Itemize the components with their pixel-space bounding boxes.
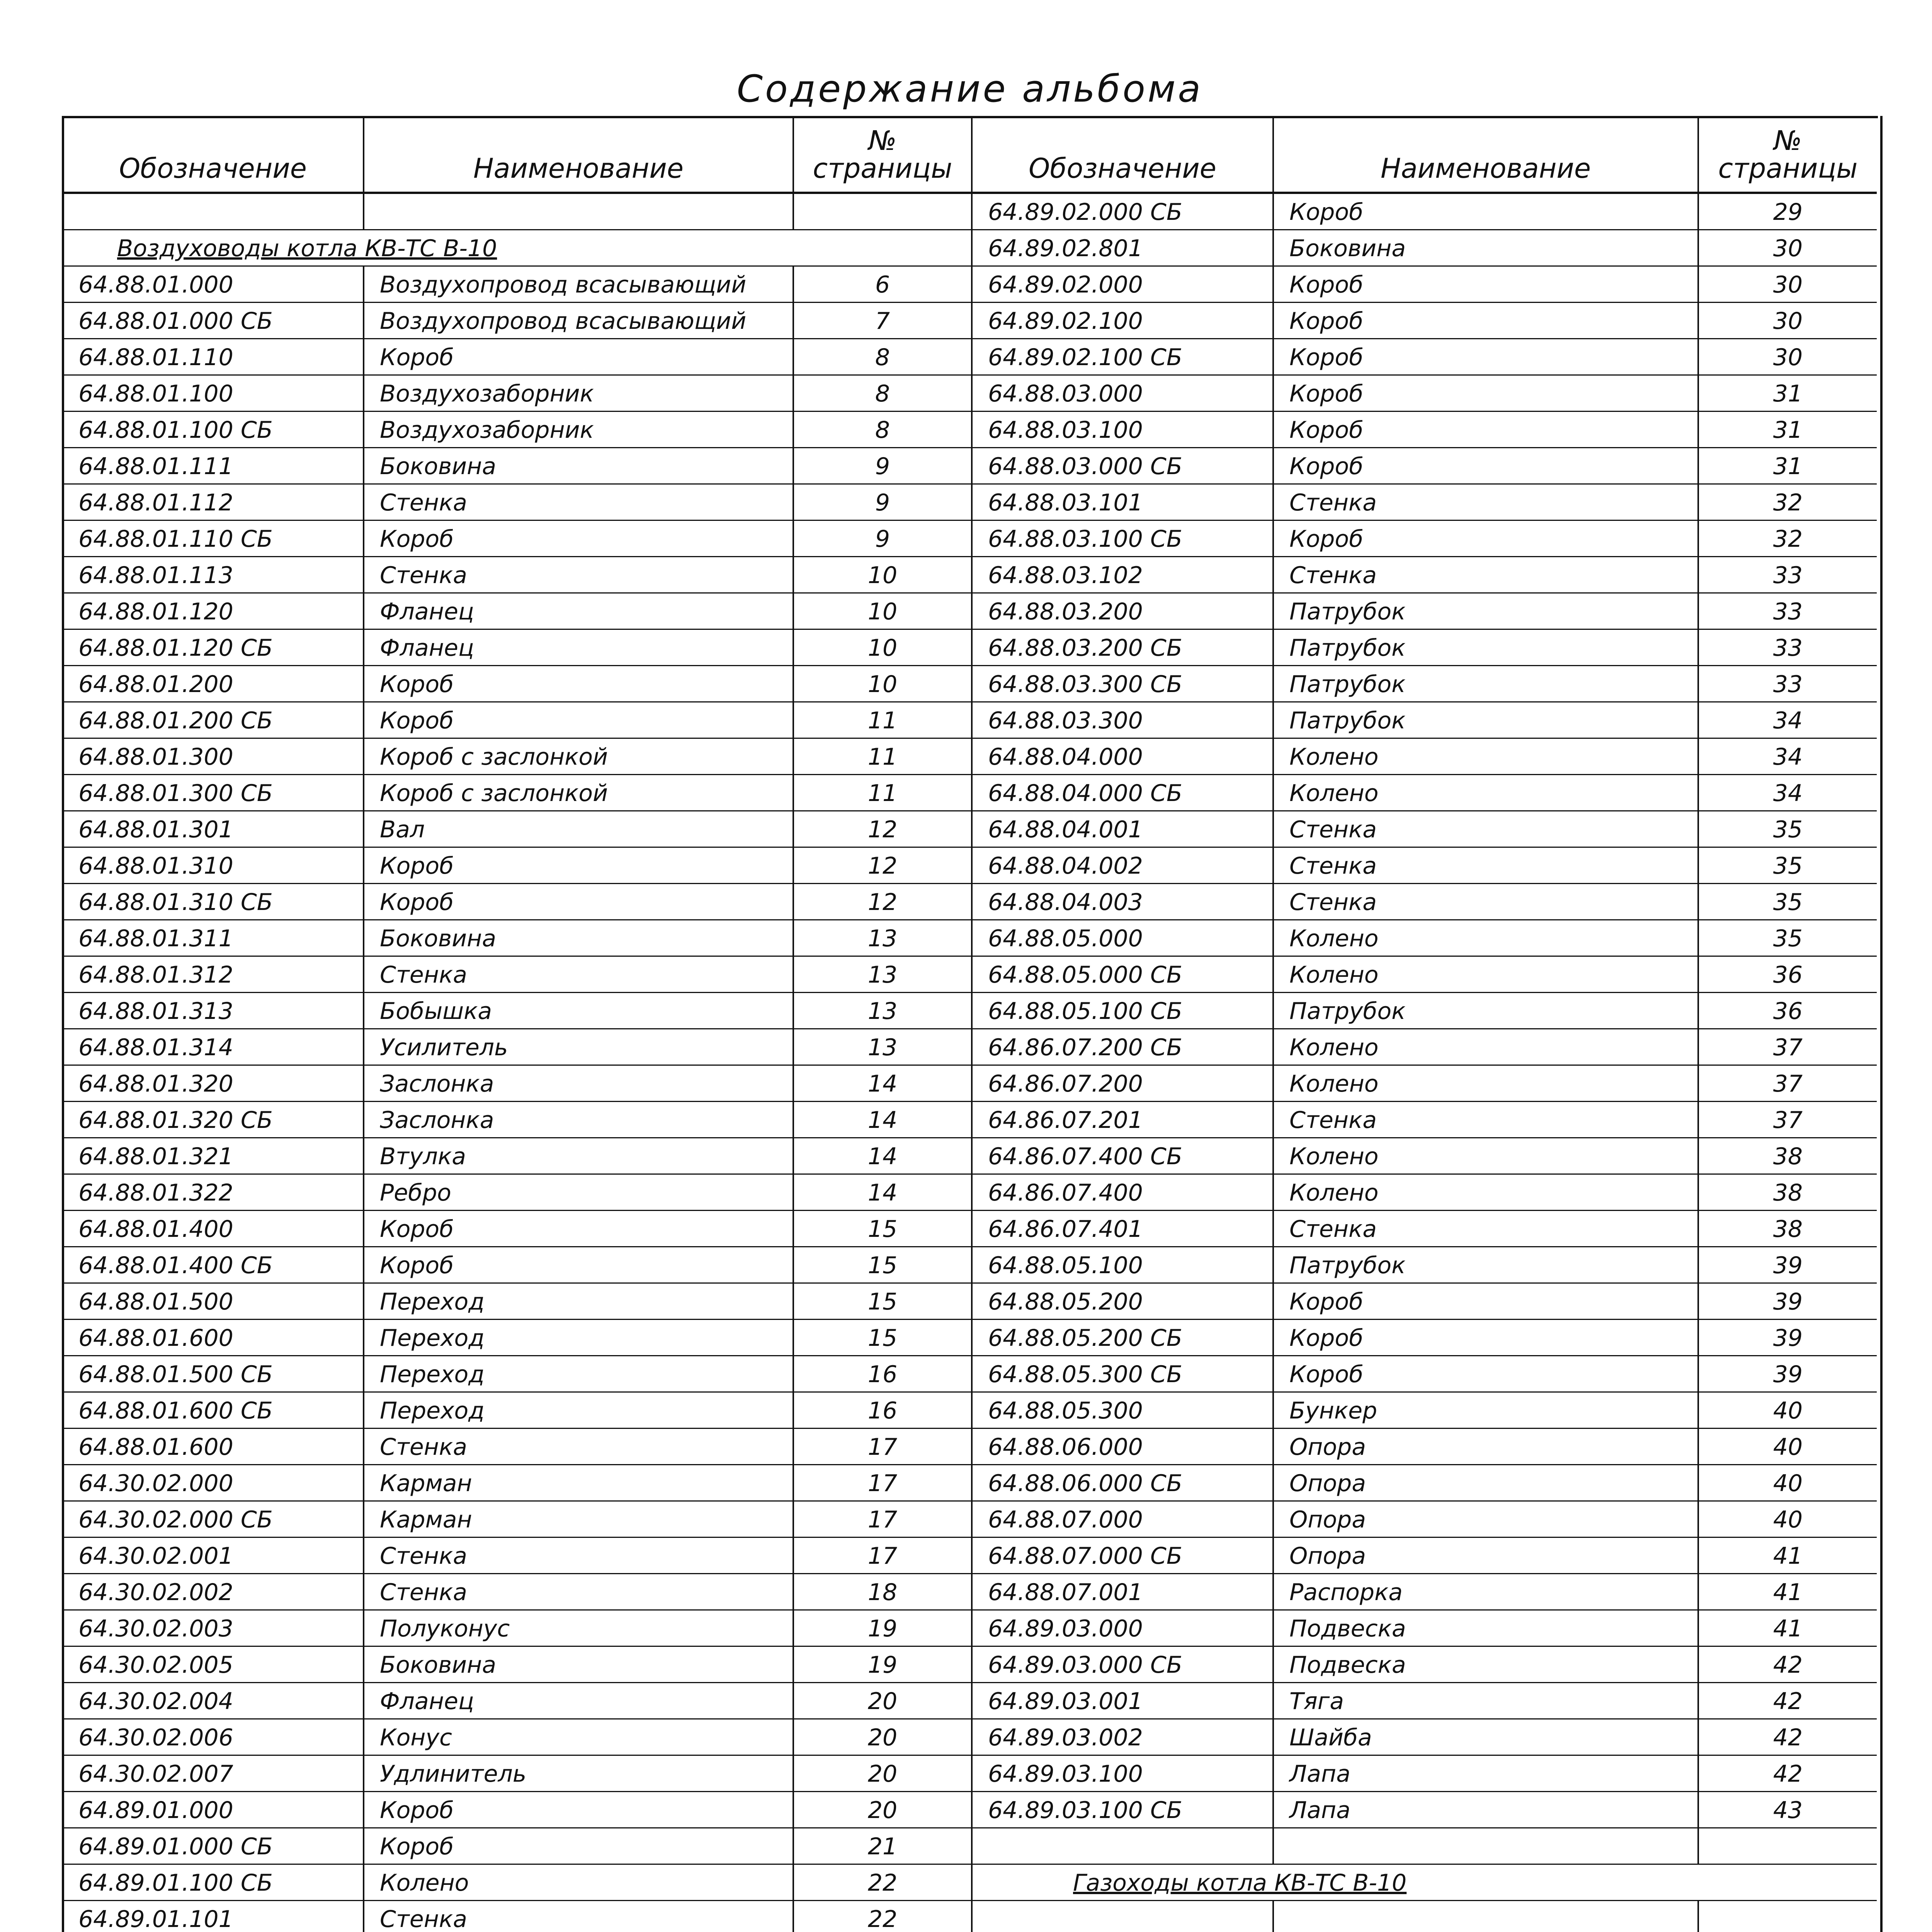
designation-cell: 64.88.04.003	[973, 884, 1274, 920]
name-cell: Короб	[364, 702, 794, 739]
header-page-label: страницы	[813, 153, 952, 184]
page-cell: 14	[794, 1066, 973, 1102]
page-cell: 17	[794, 1465, 973, 1502]
page-cell	[1699, 1901, 1877, 1932]
designation-cell: 64.88.05.300	[973, 1393, 1274, 1429]
designation-cell: 64.88.05.200	[973, 1284, 1274, 1320]
page-cell: 20	[794, 1756, 973, 1792]
page-cell: 38	[1699, 1138, 1877, 1175]
designation-cell: 64.30.02.000	[63, 1465, 364, 1502]
designation-cell: 64.30.02.003	[63, 1611, 364, 1647]
designation-cell: 64.88.01.113	[63, 557, 364, 594]
page-cell: 37	[1699, 1029, 1877, 1066]
name-cell: Опора	[1274, 1538, 1699, 1574]
page-cell: 29	[1699, 194, 1877, 230]
page-cell: 15	[794, 1320, 973, 1356]
designation-cell: 64.88.03.100 СБ	[973, 521, 1274, 557]
page-cell	[1699, 1828, 1877, 1865]
designation-cell: 64.89.01.000 СБ	[63, 1828, 364, 1865]
page-cell: 30	[1699, 230, 1877, 267]
header-name-right: Наименование	[1274, 118, 1699, 194]
designation-cell: 64.88.06.000 СБ	[973, 1465, 1274, 1502]
name-cell: Вал	[364, 811, 794, 848]
designation-cell: 64.88.01.112	[63, 485, 364, 521]
page-cell: 20	[794, 1792, 973, 1828]
page-cell: 12	[794, 848, 973, 884]
designation-cell: 64.88.01.312	[63, 957, 364, 993]
designation-cell: 64.89.01.000	[63, 1792, 364, 1828]
page-cell: 39	[1699, 1320, 1877, 1356]
name-cell: Короб	[1274, 1320, 1699, 1356]
name-cell: Колено	[1274, 920, 1699, 957]
designation-cell: 64.89.03.002	[973, 1719, 1274, 1756]
header-page-no: №	[868, 125, 897, 156]
page-cell: 20	[794, 1719, 973, 1756]
name-cell: Короб с заслонкой	[364, 775, 794, 811]
designation-cell: 64.88.05.100	[973, 1247, 1274, 1284]
name-cell: Короб	[1274, 194, 1699, 230]
designation-cell: 64.88.01.120 СБ	[63, 630, 364, 666]
name-cell: Короб	[364, 339, 794, 376]
designation-cell: 64.89.03.000 СБ	[973, 1647, 1274, 1683]
designation-cell: 64.30.02.002	[63, 1574, 364, 1611]
header-name-left: Наименование	[364, 118, 794, 194]
page-cell: 40	[1699, 1429, 1877, 1465]
designation-cell: 64.30.02.006	[63, 1719, 364, 1756]
page-cell: 8	[794, 339, 973, 376]
name-cell: Стенка	[364, 1574, 794, 1611]
designation-cell	[63, 194, 364, 230]
name-cell: Переход	[364, 1356, 794, 1393]
name-cell: Короб	[1274, 1356, 1699, 1393]
name-cell: Конус	[364, 1719, 794, 1756]
designation-cell: 64.88.03.300 СБ	[973, 666, 1274, 702]
page-cell: 35	[1699, 920, 1877, 957]
name-cell: Подвеска	[1274, 1611, 1699, 1647]
page-cell: 12	[794, 884, 973, 920]
designation-cell: 64.88.04.000	[973, 739, 1274, 775]
page-cell: 10	[794, 557, 973, 594]
name-cell: Стенка	[1274, 1211, 1699, 1247]
name-cell: Воздухопровод всасывающий	[364, 267, 794, 303]
designation-cell: 64.88.04.001	[973, 811, 1274, 848]
designation-cell: 64.89.03.001	[973, 1683, 1274, 1719]
page-cell: 7	[794, 303, 973, 339]
designation-cell: 64.88.01.320	[63, 1066, 364, 1102]
name-cell: Патрубок	[1274, 1247, 1699, 1284]
designation-cell: 64.88.01.000 СБ	[63, 303, 364, 339]
page-cell: 39	[1699, 1356, 1877, 1393]
name-cell: Короб	[364, 1211, 794, 1247]
page-cell: 34	[1699, 775, 1877, 811]
name-cell: Лапа	[1274, 1792, 1699, 1828]
designation-cell: 64.88.05.000	[973, 920, 1274, 957]
section-title-left: Воздуховоды котла КВ-ТС В-10	[63, 230, 973, 267]
name-cell: Тяга	[1274, 1683, 1699, 1719]
designation-cell: 64.30.02.007	[63, 1756, 364, 1792]
name-cell: Усилитель	[364, 1029, 794, 1066]
designation-cell: 64.86.07.200 СБ	[973, 1029, 1274, 1066]
name-cell: Колено	[1274, 1029, 1699, 1066]
name-cell: Карман	[364, 1465, 794, 1502]
designation-cell: 64.88.03.200	[973, 594, 1274, 630]
designation-cell: 64.88.01.400 СБ	[63, 1247, 364, 1284]
name-cell: Короб	[364, 1792, 794, 1828]
page-title: Содержание альбома	[736, 67, 1203, 111]
designation-cell: 64.88.03.102	[973, 557, 1274, 594]
page-cell: 14	[794, 1175, 973, 1211]
page-cell: 6	[794, 267, 973, 303]
designation-cell: 64.88.03.000	[973, 376, 1274, 412]
name-cell: Колено	[1274, 957, 1699, 993]
name-cell: Патрубок	[1274, 993, 1699, 1029]
designation-cell: 64.30.02.004	[63, 1683, 364, 1719]
designation-cell: 64.86.07.400	[973, 1175, 1274, 1211]
name-cell: Боковина	[364, 448, 794, 485]
designation-cell: 64.88.03.100	[973, 412, 1274, 448]
page-cell: 20	[794, 1683, 973, 1719]
album-contents-sheet	[62, 62, 1878, 1932]
header-page-right	[1699, 118, 1877, 194]
page-cell: 8	[794, 376, 973, 412]
page-cell: 17	[794, 1502, 973, 1538]
designation-cell: 64.89.02.100	[973, 303, 1274, 339]
name-cell: Бункер	[1274, 1393, 1699, 1429]
name-cell: Короб	[364, 848, 794, 884]
name-cell: Колено	[1274, 775, 1699, 811]
page-cell: 35	[1699, 848, 1877, 884]
page-cell: 30	[1699, 339, 1877, 376]
designation-cell: 64.30.02.001	[63, 1538, 364, 1574]
name-cell: Стенка	[1274, 557, 1699, 594]
name-cell: Распорка	[1274, 1574, 1699, 1611]
designation-cell: 64.88.01.000	[63, 267, 364, 303]
name-cell: Короб	[1274, 339, 1699, 376]
page-cell: 11	[794, 702, 973, 739]
page-cell: 42	[1699, 1647, 1877, 1683]
name-cell: Боковина	[364, 920, 794, 957]
name-cell: Короб	[364, 1828, 794, 1865]
name-cell: Стенка	[1274, 884, 1699, 920]
designation-cell: 64.88.05.000 СБ	[973, 957, 1274, 993]
designation-cell: 64.86.07.401	[973, 1211, 1274, 1247]
name-cell: Фланец	[364, 1683, 794, 1719]
name-cell: Короб	[1274, 521, 1699, 557]
designation-cell: 64.88.03.000 СБ	[973, 448, 1274, 485]
name-cell: Стенка	[364, 557, 794, 594]
page-cell: 34	[1699, 702, 1877, 739]
name-cell: Патрубок	[1274, 594, 1699, 630]
designation-cell: 64.88.04.000 СБ	[973, 775, 1274, 811]
page-cell: 13	[794, 957, 973, 993]
page-cell: 42	[1699, 1683, 1877, 1719]
page-cell: 40	[1699, 1502, 1877, 1538]
designation-cell: 64.88.01.500 СБ	[63, 1356, 364, 1393]
page-cell: 13	[794, 920, 973, 957]
designation-cell: 64.88.01.500	[63, 1284, 364, 1320]
name-cell: Короб	[1274, 376, 1699, 412]
designation-cell: 64.88.05.200 СБ	[973, 1320, 1274, 1356]
designation-cell: 64.30.02.000 СБ	[63, 1502, 364, 1538]
designation-cell	[973, 1901, 1274, 1932]
page-cell: 41	[1699, 1574, 1877, 1611]
designation-cell: 64.88.01.322	[63, 1175, 364, 1211]
designation-cell: 64.88.01.301	[63, 811, 364, 848]
designation-cell: 64.88.01.600 СБ	[63, 1393, 364, 1429]
header-designation-left: Обозначение	[63, 118, 364, 194]
name-cell: Подвеска	[1274, 1647, 1699, 1683]
page-cell: 13	[794, 993, 973, 1029]
designation-cell: 64.88.03.300	[973, 702, 1274, 739]
name-cell: Короб	[1274, 412, 1699, 448]
page-cell: 10	[794, 630, 973, 666]
designation-cell: 64.89.02.000	[973, 267, 1274, 303]
page-cell: 17	[794, 1538, 973, 1574]
name-cell: Воздухозаборник	[364, 376, 794, 412]
name-cell: Бобышка	[364, 993, 794, 1029]
designation-cell: 64.88.01.400	[63, 1211, 364, 1247]
name-cell: Короб	[364, 521, 794, 557]
name-cell: Стенка	[1274, 811, 1699, 848]
designation-cell: 64.86.07.201	[973, 1102, 1274, 1138]
header-designation-right: Обозначение	[973, 118, 1274, 194]
page-cell: 41	[1699, 1538, 1877, 1574]
name-cell: Переход	[364, 1284, 794, 1320]
designation-cell: 64.88.01.600	[63, 1320, 364, 1356]
name-cell: Удлинитель	[364, 1756, 794, 1792]
name-cell: Патрубок	[1274, 702, 1699, 739]
name-cell: Шайба	[1274, 1719, 1699, 1756]
name-cell: Колено	[1274, 739, 1699, 775]
designation-cell: 64.88.01.100	[63, 376, 364, 412]
designation-cell: 64.88.05.300 СБ	[973, 1356, 1274, 1393]
name-cell: Стенка	[1274, 1102, 1699, 1138]
name-cell: Полуконус	[364, 1611, 794, 1647]
designation-cell: 64.88.07.001	[973, 1574, 1274, 1611]
name-cell: Короб	[1274, 1284, 1699, 1320]
name-cell: Стенка	[364, 1429, 794, 1465]
name-cell: Короб	[1274, 303, 1699, 339]
name-cell: Короб	[364, 1247, 794, 1284]
page-cell: 15	[794, 1284, 973, 1320]
page-cell: 37	[1699, 1102, 1877, 1138]
name-cell: Фланец	[364, 630, 794, 666]
designation-cell: 64.88.01.200 СБ	[63, 702, 364, 739]
page-cell: 32	[1699, 485, 1877, 521]
page-cell: 34	[1699, 739, 1877, 775]
name-cell: Колено	[364, 1865, 794, 1901]
designation-cell: 64.88.01.313	[63, 993, 364, 1029]
name-cell: Опора	[1274, 1465, 1699, 1502]
designation-cell: 64.88.03.101	[973, 485, 1274, 521]
name-cell: Лапа	[1274, 1756, 1699, 1792]
page-cell: 38	[1699, 1175, 1877, 1211]
designation-cell	[973, 1828, 1274, 1865]
designation-cell: 64.88.01.110	[63, 339, 364, 376]
designation-cell: 64.88.01.314	[63, 1029, 364, 1066]
page-cell: 30	[1699, 303, 1877, 339]
page-cell: 33	[1699, 557, 1877, 594]
name-cell: Боковина	[1274, 230, 1699, 267]
page-cell: 19	[794, 1647, 973, 1683]
designation-cell: 64.89.02.000 СБ	[973, 194, 1274, 230]
designation-cell: 64.88.03.200 СБ	[973, 630, 1274, 666]
name-cell: Заслонка	[364, 1102, 794, 1138]
designation-cell: 64.88.05.100 СБ	[973, 993, 1274, 1029]
page-cell: 8	[794, 412, 973, 448]
designation-cell: 64.88.01.111	[63, 448, 364, 485]
page-cell: 36	[1699, 957, 1877, 993]
page-cell: 10	[794, 666, 973, 702]
name-cell: Воздухопровод всасывающий	[364, 303, 794, 339]
designation-cell: 64.88.06.000	[973, 1429, 1274, 1465]
designation-cell: 64.88.07.000 СБ	[973, 1538, 1274, 1574]
page-cell: 33	[1699, 594, 1877, 630]
designation-cell: 64.88.01.310	[63, 848, 364, 884]
page-cell: 14	[794, 1138, 973, 1175]
page-cell: 42	[1699, 1719, 1877, 1756]
designation-cell: 64.86.07.200	[973, 1066, 1274, 1102]
contents-table	[63, 118, 1877, 1932]
page-cell: 37	[1699, 1066, 1877, 1102]
page-cell: 9	[794, 448, 973, 485]
designation-cell: 64.88.07.000	[973, 1502, 1274, 1538]
name-cell	[364, 194, 794, 230]
page-cell: 38	[1699, 1211, 1877, 1247]
designation-cell: 64.89.01.101	[63, 1901, 364, 1932]
page-cell: 31	[1699, 448, 1877, 485]
page-cell: 16	[794, 1356, 973, 1393]
name-cell: Опора	[1274, 1429, 1699, 1465]
designation-cell: 64.88.01.320 СБ	[63, 1102, 364, 1138]
designation-cell: 64.88.01.300	[63, 739, 364, 775]
name-cell: Заслонка	[364, 1066, 794, 1102]
page-cell: 17	[794, 1429, 973, 1465]
name-cell: Фланец	[364, 594, 794, 630]
designation-cell: 64.89.02.801	[973, 230, 1274, 267]
name-cell: Опора	[1274, 1502, 1699, 1538]
page-cell: 40	[1699, 1393, 1877, 1429]
page-cell: 14	[794, 1102, 973, 1138]
page-cell: 31	[1699, 376, 1877, 412]
page-cell: 12	[794, 811, 973, 848]
page-cell: 22	[794, 1865, 973, 1901]
page-cell: 31	[1699, 412, 1877, 448]
page-cell: 43	[1699, 1792, 1877, 1828]
name-cell: Колено	[1274, 1138, 1699, 1175]
page-cell: 40	[1699, 1465, 1877, 1502]
name-cell: Колено	[1274, 1066, 1699, 1102]
name-cell	[1274, 1828, 1699, 1865]
designation-cell: 64.88.01.110 СБ	[63, 521, 364, 557]
page-cell: 33	[1699, 630, 1877, 666]
name-cell: Патрубок	[1274, 666, 1699, 702]
designation-cell: 64.89.03.100	[973, 1756, 1274, 1792]
name-cell: Короб с заслонкой	[364, 739, 794, 775]
designation-cell: 64.88.01.200	[63, 666, 364, 702]
name-cell: Стенка	[364, 1538, 794, 1574]
name-cell: Воздухозаборник	[364, 412, 794, 448]
page-cell: 10	[794, 594, 973, 630]
name-cell: Карман	[364, 1502, 794, 1538]
page-cell: 16	[794, 1393, 973, 1429]
name-cell: Боковина	[364, 1647, 794, 1683]
page-cell: 30	[1699, 267, 1877, 303]
page-cell: 41	[1699, 1611, 1877, 1647]
name-cell: Стенка	[364, 957, 794, 993]
designation-cell: 64.88.01.120	[63, 594, 364, 630]
page-cell: 15	[794, 1247, 973, 1284]
name-cell: Короб	[364, 666, 794, 702]
name-cell: Втулка	[364, 1138, 794, 1175]
name-cell: Патрубок	[1274, 630, 1699, 666]
name-cell: Короб	[364, 884, 794, 920]
designation-cell: 64.89.01.100 СБ	[63, 1865, 364, 1901]
section-title-right: Газоходы котла КВ-ТС В-10	[973, 1865, 1877, 1901]
name-cell: Колено	[1274, 1175, 1699, 1211]
designation-cell: 64.88.01.600	[63, 1429, 364, 1465]
header-page-label: страницы	[1718, 153, 1858, 184]
name-cell: Стенка	[1274, 848, 1699, 884]
page-cell: 39	[1699, 1284, 1877, 1320]
designation-cell: 64.88.01.300 СБ	[63, 775, 364, 811]
designation-cell: 64.30.02.005	[63, 1647, 364, 1683]
page-cell: 11	[794, 739, 973, 775]
designation-cell: 64.89.02.100 СБ	[973, 339, 1274, 376]
header-page-no: №	[1774, 125, 1802, 156]
name-cell	[1274, 1901, 1699, 1932]
page-cell: 19	[794, 1611, 973, 1647]
name-cell: Короб	[1274, 448, 1699, 485]
name-cell: Короб	[1274, 267, 1699, 303]
page-cell: 18	[794, 1574, 973, 1611]
page-cell: 35	[1699, 884, 1877, 920]
designation-cell: 64.88.01.321	[63, 1138, 364, 1175]
page-cell: 22	[794, 1901, 973, 1932]
page-cell: 13	[794, 1029, 973, 1066]
designation-cell: 64.89.03.100 СБ	[973, 1792, 1274, 1828]
designation-cell: 64.89.03.000	[973, 1611, 1274, 1647]
name-cell: Ребро	[364, 1175, 794, 1211]
designation-cell: 64.88.04.002	[973, 848, 1274, 884]
header-page-left	[794, 118, 973, 194]
page-cell: 9	[794, 485, 973, 521]
designation-cell: 64.88.01.311	[63, 920, 364, 957]
page-cell: 21	[794, 1828, 973, 1865]
page-cell: 36	[1699, 993, 1877, 1029]
page-cell: 35	[1699, 811, 1877, 848]
page-cell: 32	[1699, 521, 1877, 557]
page-cell: 39	[1699, 1247, 1877, 1284]
designation-cell: 64.88.01.310 СБ	[63, 884, 364, 920]
name-cell: Переход	[364, 1320, 794, 1356]
designation-cell: 64.86.07.400 СБ	[973, 1138, 1274, 1175]
name-cell: Стенка	[1274, 485, 1699, 521]
name-cell: Переход	[364, 1393, 794, 1429]
designation-cell: 64.88.01.100 СБ	[63, 412, 364, 448]
page-cell	[794, 194, 973, 230]
name-cell: Стенка	[364, 1901, 794, 1932]
page-cell: 42	[1699, 1756, 1877, 1792]
page-cell: 33	[1699, 666, 1877, 702]
name-cell: Стенка	[364, 485, 794, 521]
page-cell: 11	[794, 775, 973, 811]
page-cell: 9	[794, 521, 973, 557]
page-cell: 15	[794, 1211, 973, 1247]
